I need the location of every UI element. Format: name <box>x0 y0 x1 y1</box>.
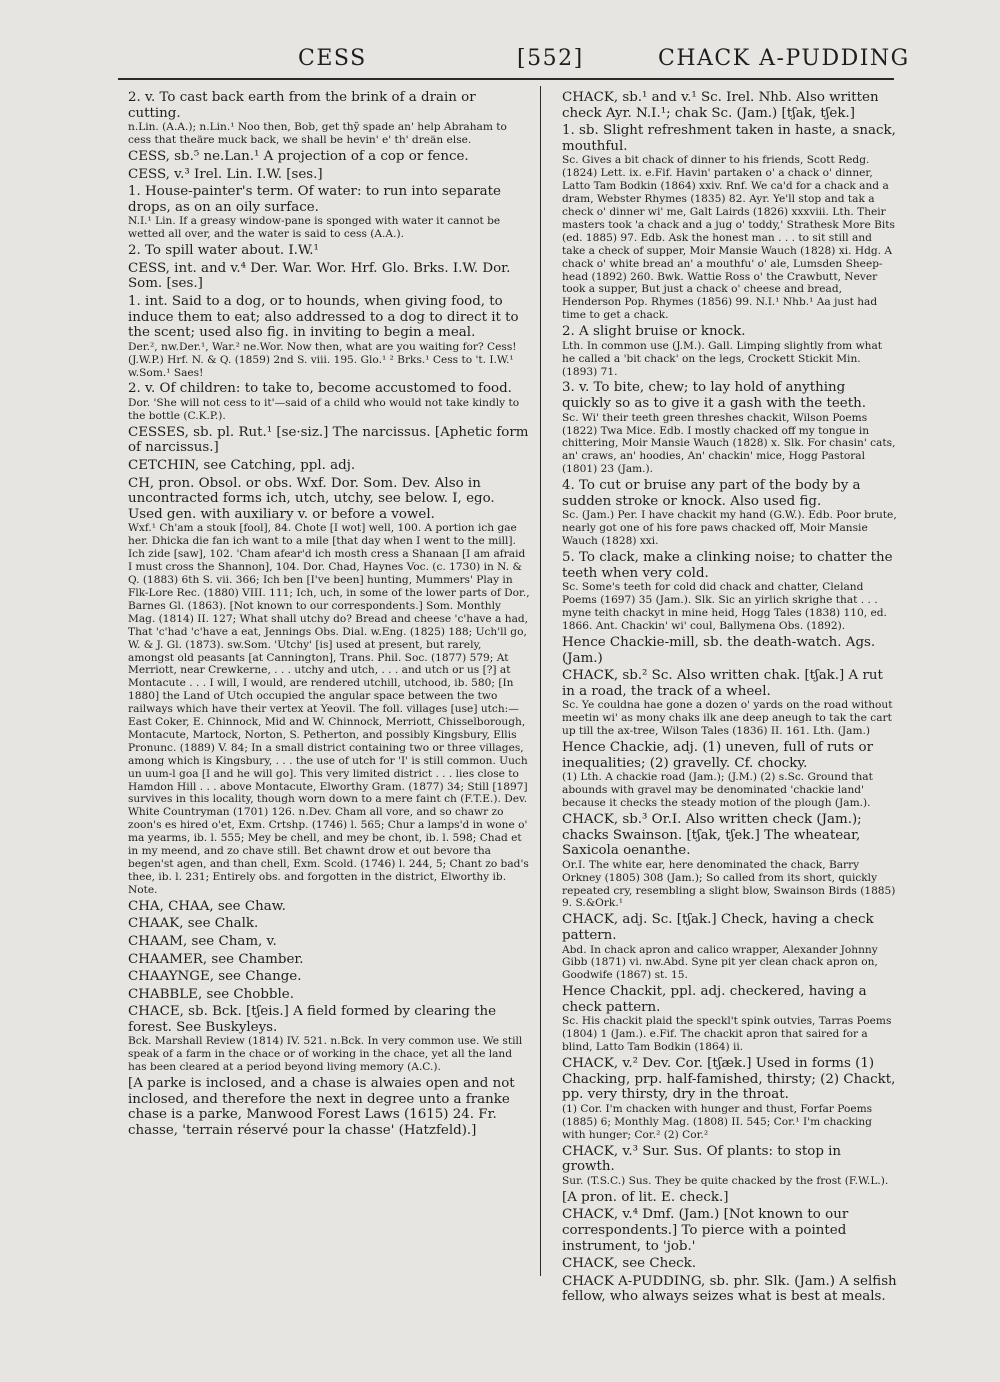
dictionary-entry: CHACK, sb.¹ and v.¹ Sc. Irel. Nhb. Also written check Ayr. N.I.¹; chak Sc. (Jam.) [tʃak, tʃek.] <box>562 90 879 121</box>
dictionary-entry: 2. v. To cast back earth from the brink of a drain or cutting. <box>128 90 476 121</box>
dictionary-entry: CESSES, sb. pl. Rut.¹ [se·siz.] The narcissus. [Aphetic form of narcissus.] <box>128 424 529 456</box>
left-column <box>118 88 530 1139</box>
dictionary-entry: CHA, CHAA, see Chaw. <box>128 898 286 914</box>
quotation-block: Bck. Marshall Review (1814) IV. 521. n.Bck. In very common use. We still speak of a farm in the chace or of working in the chace, yet all the land has been cleared at a period beyond living memory (A.C.). <box>128 1035 523 1074</box>
running-head-left: CESS <box>298 46 367 71</box>
quotation-block: Sc. Some's teeth for cold did chack and chatter, Cleland Poems (1697) 35 (Jam.). Slk. Sic an yirlich skrighe that . . . myne teith chackyt in mine heid, Hogg Tales (1838) 110, ed. 1866. Ant. Chackin' wi' coul, Ballymena Obs. (1892). <box>562 581 887 632</box>
quotation-block: Sc. Gives a bit chack of dinner to his friends, Scott Redg. (1824) Lett. ix. e.Fif. Havin' partaken o' a chack o' dinner, Latto Tam Bodkin (1864) xxiv. Rnf. We ca'd for a chack and a dram, Webster Rhymes (1835) 82. Ayr. Ye'll stop and tak a check o' dinner wi' me, Galt Lairds (1826) xxxviii. Lth. Their masters took 'a chack and a jug o' toddy,' Strathesk More Bits (ed. 1885) 97. Edb. Ask the honest man . . . to sit still and take a check of supper, Moir Mansie Wauch (1828) xi. Hdg. A chack o' white bread an' a mouthfu' o' ale, Lumsden Sheep-head (1892) 260. Bwk. Wattie Ross o' the Crawbutt, Never took a supper, But just a chack o' cheese and bread, Henderson Pop. Rhymes (1856) 99. N.I.¹ Nhb.¹ Aa just had time to get a chack. <box>562 154 895 322</box>
dictionary-entry: 2. To spill water about. I.W.¹ <box>128 243 319 259</box>
quotation-block: Wxf.¹ Ch'am a stouk [fool], 84. Chote [I wot] well, 100. A portion ich gae her. Dhicka die fan ich want to a mile [that day when I went to the mill]. Ich zide [saw], 102. 'Cham afear'd ich mosth cress a Shanaan [I am afraid I must cross the Shannon], 104. Dor. Chad, Haynes Voc. (c. 1730) in N. & Q. (1883) 6th S. vii. 366; Ich ben [I've been] hunting, Mummers' Play in Flk-Lore Rec. (1880) VIII. 111; Ich, uch, in some of the lower parts of Dor., Barnes Gl. (1863). [Not known to our correspondents.] Som. Monthly Mag. (1814) II. 127; What shall utchy do? Bread and cheese 'c'have a had, That 'c'had 'c'have a eat, Jennings Obs. Dial. w.Eng. (1825) 188; Uch'll go, W. & J. Gl. (1873). sw.Som. 'Utchy' [is] used at present, but rarely, amongst old peasants [at Cannington], Trans. Phil. Soc. (1877) 579; At Merriott, near Crewkerne, . . . utchy and utch, . . . and utch or us [?] at Montacute . . . I will, I would, are rendered utchill, utchood, ib. 580; [In 1880] the Land of Utch occupied the angular space between the two railways which have their vertex at Yeovil. The foll. villages [use] utch:— East Coker, E. Chinnock, Mid and W. Chinnock, Merriott, Chisselborough, Montacute, Martock, Norton, S. Petherton, and possibly Kingsbury, Ellis Pronunc. (1889) V. 84; In a small district containing two or three villages, among which is Kingsbury, . . . the use of utch for 'I' is still common. Uuch un uum-l goa [I and he will go]. This very limited district . . . lies close to Hamdon Hill . . . above Montacute, Elworthy Gram. (1877) 34; Still [1897] survives in this locality, though worn down to a mere faint ch (F.T.E.). Dev. White Countryman (1701) 126. n.Dev. Cham all vore, and so chawr zo zoon's es hired o'et, Exm. Crtshp. (1746) l. 565; Chur a lamps'd in wone o' ma yearms, ib. l. 555; Mey be chell, and mey be chont, ib. l. 598; Chad et in my meend, and zo chave still. Bet chawnt drow et out bevore tha begen'st agen, and than chell, Exm. Scold. (1746) l. 244, 5; Chant zo bad's thee, ib. l. 231; Entirely obs. and forgotten in the district, Elworthy ib. Note. <box>128 522 530 896</box>
dictionary-entry: CHACE, sb. Bck. [tʃeis.] A field formed by clearing the forest. See Buskyleys. <box>128 1004 497 1035</box>
quotation-block: Dor. 'She will not cess to it'—said of a child who would not take kindly to the bottle (C.K.P.). <box>128 397 520 422</box>
quotation-block: Sc. Wi' their teeth green threshes chackit, Wilson Poems (1822) Twa Mice. Edb. I mostly chacked off my tongue in chittering, Moir Mansie Wauch (1828) x. Slk. For chasin' cats, an' craws, an' hoodies, An' chackin' mice, Hogg Pastoral (1801) 23 (Jam.). <box>562 411 896 476</box>
dictionary-entry: CHAAYNGE, see Change. <box>128 969 302 985</box>
dictionary-entry: CH, pron. Obsol. or obs. Wxf. Dor. Som. Dev. Also in uncontracted forms ich, utch, utchy, see below. I, ego. Used gen. with auxiliary v. or before a vowel. <box>128 475 495 522</box>
quotation-block: Sur. (T.S.C.) Sus. They be quite chacked by the frost (F.W.L.). <box>562 1174 889 1187</box>
page-number: [552] <box>517 46 584 71</box>
dictionary-entry: 4. To cut or bruise any part of the body by a sudden stroke or knock. Also used fig. <box>562 478 861 509</box>
quotation-block: n.Lin. (A.A.); n.Lin.¹ Noo then, Bob, get thy̆ spade an' help Abraham to cess that theäre muck back, we shall be hevin' e' th' dreän else. <box>128 121 507 147</box>
dictionary-entry: Hence Chackit, ppl. adj. checkered, having a check pattern. <box>562 984 867 1015</box>
quotation-block: Or.I. The white ear, here denominated the chack, Barry Orkney (1805) 308 (Jam.); So called from its short, quickly repeated cry, resembling a slight blow, Swainson Birds (1885) 9. S.&Ork.¹ <box>562 858 896 910</box>
quotation-block: (1) Lth. A chackie road (Jam.); (J.M.) (2) s.Sc. Ground that abounds with gravel may be denominated 'chackie land' because it checks the steady motion of the plough (Jam.). <box>562 771 873 809</box>
right-column <box>552 88 898 1305</box>
dictionary-entry: CHACK, v.² Dev. Cor. [tʃæk.] Used in forms (1) Chacking, prp. half-famished, thirsty; (2) Chackt, pp. very thirsty, dry in the throat. <box>562 1056 896 1103</box>
dictionary-entry: CESS, v.³ Irel. Lin. I.W. [ses.] <box>128 166 323 182</box>
quotation-block: (1) Cor. I'm chacken with hunger and thust, Forfar Poems (1885) 6; Monthly Mag. (1808) II. 545; Cor.¹ I'm chacking with hunger; Cor.² (2) Cor.² <box>562 1102 873 1141</box>
running-head-right: CHACK A-PUDDING <box>658 46 910 71</box>
dictionary-entry: CHACK, see Check. <box>562 1256 696 1272</box>
dictionary-entry: CESS, sb.⁵ ne.Lan.¹ A projection of a cop or fence. <box>128 149 469 164</box>
dictionary-entry: CHACK, v.³ Sur. Sus. Of plants: to stop in growth. <box>562 1143 842 1175</box>
dictionary-entry: CHAAK, see Chalk. <box>128 916 259 932</box>
dictionary-entry: CHACK, adj. Sc. [tʃak.] Check, having a check pattern. <box>562 912 874 943</box>
dictionary-entry: CESS, int. and v.⁴ Der. War. Wor. Hrf. Glo. Brks. I.W. Dor. Som. [ses.] <box>128 260 511 292</box>
dictionary-entry: 3. v. To bite, chew; to lay hold of anything quickly so as to give it a gash with the teeth. <box>562 380 866 412</box>
dictionary-entry: CHABBLE, see Chobble. <box>128 986 294 1002</box>
quotation-block: Der.², nw.Der.¹, War.² ne.Wor. Now then, what are you waiting for? Cess! (J.W.P.) Hrf. N. & Q. (1859) 2nd S. viii. 195. Glo.¹ ² Brks.¹ Cess to 't. I.W.¹ w.Som.¹ Saes! <box>128 340 517 379</box>
header-rule <box>118 78 894 80</box>
dictionary-entry: CHACK, v.⁴ Dmf. (Jam.) [Not known to our correspondents.] To pierce with a pointed instrument, to 'job.' <box>562 1207 849 1254</box>
quotation-block: N.I.¹ Lin. If a greasy window-pane is sponged with water it cannot be wetted all over, and the water is said to cess (A.A.). <box>128 215 501 241</box>
dictionary-entry: CETCHIN, see Catching, ppl. adj. <box>128 458 356 474</box>
quotation-block: Abd. In chack apron and calico wrapper, Alexander Johnny Gibb (1871) vi. nw.Abd. Syne pit yer clean chack apron on, Goodwife (1867) st. 15. <box>562 943 878 982</box>
dictionary-entry: Hence Chackie-mill, sb. the death-watch. Ags. (Jam.) <box>562 634 876 666</box>
quotation-block: Lth. In common use (J.M.). Gall. Limping slightly from what he called a 'bit chack' on the legs, Crockett Stickit Min. (1893) 71. <box>562 339 883 378</box>
dictionary-entry: Hence Chackie, adj. (1) uneven, full of ruts or inequalities; (2) gravelly. Cf. chocky. <box>562 740 874 771</box>
dictionary-entry: CHAAMER, see Chamber. <box>128 951 304 967</box>
dictionary-entry: 1. sb. Slight refreshment taken in haste, a snack, mouthful. <box>562 123 896 154</box>
dictionary-entry: CHACK A-PUDDING, sb. phr. Slk. (Jam.) A selfish fellow, who always seizes what is best at meals. <box>562 1273 897 1305</box>
dictionary-entry: 1. int. Said to a dog, or to hounds, when giving food, to induce them to eat; also addressed to a dog to direct it to the scent; used also fig. in inviting to begin a meal. <box>128 293 519 341</box>
dictionary-entry: CHACK, sb.³ Or.I. Also written check (Jam.); chacks Swainson. [tʃak, tʃek.] The wheatear, Saxicola oenanthe. <box>562 811 862 859</box>
dictionary-entry: [A pron. of lit. E. check.] <box>562 1189 729 1205</box>
quotation-block: Sc. Ye couldna hae gone a dozen o' yards on the road without meetin wi' as mony chaks ilk ane deep aneugh to tak the cart up till the ax-tree, Wilson Tales (1836) II. 161. Lth. (Jam.) <box>562 699 893 738</box>
dictionary-entry: 2. v. Of children: to take to, become accustomed to food. <box>128 381 512 397</box>
dictionary-entry: [A parke is inclosed, and a chase is alwaies open and not inclosed, and therefore the next in degree unto a franke chase is a parke, Manwood Forest Laws (1615) 24. Fr. chasse, 'terrain réservé pour la chasse' (Hatzfeld).] <box>128 1076 515 1138</box>
dictionary-entry: 1. House-painter's term. Of water: to run into separate drops, as on an oily surface. <box>128 184 501 215</box>
dictionary-entry: 5. To clack, make a clinking noise; to chatter the teeth when very cold. <box>562 550 893 581</box>
dictionary-entry: CHACK, sb.² Sc. Also written chak. [tʃak.] A rut in a road, the track of a wheel. <box>562 668 883 699</box>
quotation-block: Sc. (Jam.) Per. I have chackit my hand (G.W.). Edb. Poor brute, nearly got one of his fore paws chacked off, Moir Mansie Wauch (1828) xxi. <box>562 509 897 548</box>
quotation-block: Sc. His chackit plaid the speckl't spink outvies, Tarras Poems (1804) 1 (Jam.). e.Fif. The chackit apron that saired for a blind, Latto Tam Bodkin (1864) ii. <box>562 1015 892 1054</box>
dictionary-entry: CHAAM, see Cham, v. <box>128 933 277 949</box>
dictionary-entry: 2. A slight bruise or knock. <box>562 324 746 340</box>
column-divider <box>540 86 541 1276</box>
